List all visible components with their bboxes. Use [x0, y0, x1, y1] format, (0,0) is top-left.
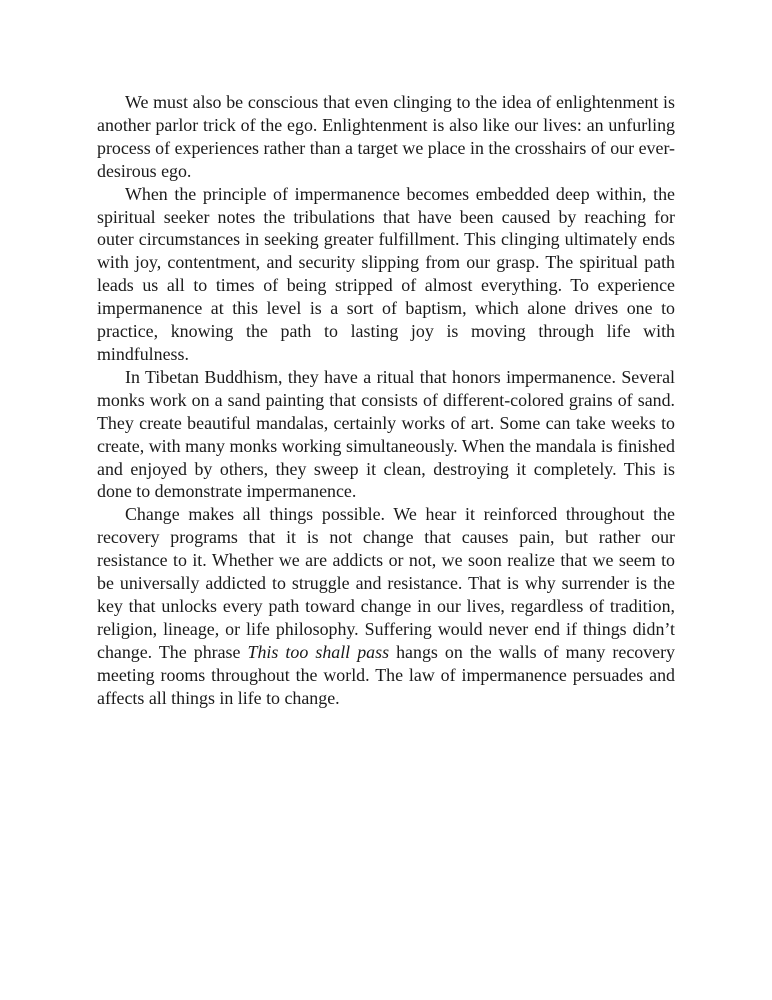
paragraph-impermanence-principle	[97, 183, 675, 366]
paragraph-text: When the principle of impermanence becomes embedded deep within, the spiritual seeker notes the tribulations that have been caused by reaching for outer circumstances in seeking greater fulfillment. This clinging ultimately ends with joy, contentment, and security slipping from our grasp. The spiritual path leads us all to times of being stripped of almost everything. To experience impermanence at this level is a sort of baptism, which alone drives one to practice, knowing the path to lasting joy is moving through life with mindfulness.	[97, 183, 675, 364]
paragraph-text: We must also be conscious that even clinging to the idea of enlightenment is another parlor trick of the ego. Enlightenment is also like our lives: an unfurling process of experiences rather than a target we place in the crosshairs of our ever-desirous ego.	[97, 92, 675, 181]
paragraph-text: hangs on the walls of many recovery meeting rooms throughout the world. The law of impermanence persuades and affects all things in life to change.	[97, 641, 676, 708]
paragraph-change	[97, 503, 675, 709]
phrase-italic: This too shall pass	[247, 641, 390, 662]
paragraph-text: In Tibetan Buddhism, they have a ritual that honors impermanence. Several monks work on a sand painting that consists of different-colored grains of sand. They create beautiful mandalas, certainly works of art. Some can take weeks to create, with many monks working simultaneously. When the mandala is finished and enjoyed by others, they sweep it clean, destroying it completely. This is done to demonstrate impermanence.	[97, 366, 675, 502]
paragraph-text: Change makes all things possible. We hear it reinforced throughout the recovery programs that it is not change that causes pain, but rather our resistance to it. Whether we are addicts or not, we soon realize that we seem to be universally addicted to struggle and resistance. That is why surrender is the key that unlocks every path toward change in our lives, regardless of tradition, religion, lineage, or life philosophy. Suffering would never end if things didn’t change. The phrase	[97, 504, 675, 662]
paragraph-tibetan-buddhism	[97, 366, 675, 503]
paragraph-enlightenment	[97, 91, 675, 183]
document-page	[97, 91, 675, 709]
